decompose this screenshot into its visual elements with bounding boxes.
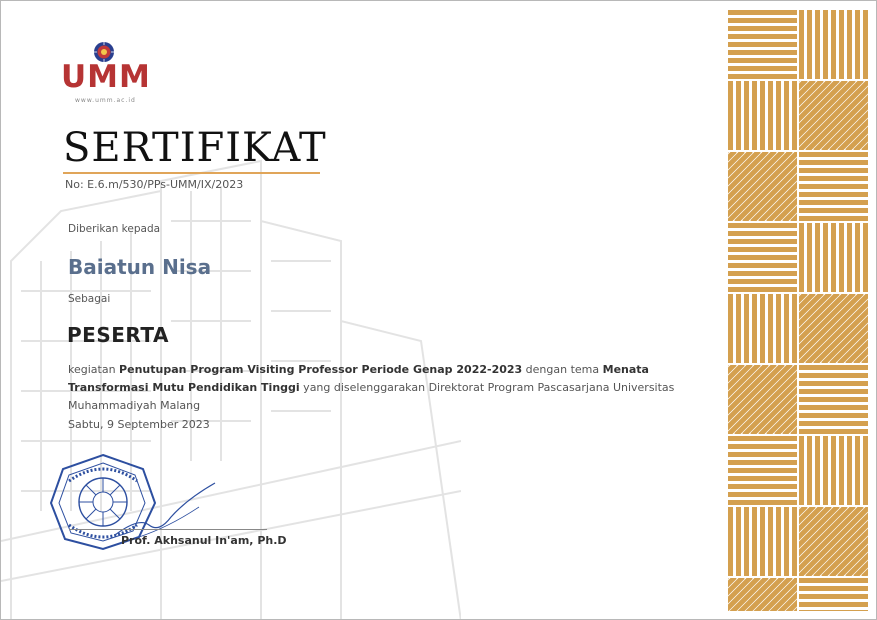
pattern-tile: [799, 436, 868, 505]
event-date: Sabtu, 9 September 2023: [68, 418, 210, 431]
pattern-tile: [799, 365, 868, 434]
pattern-tile: [799, 10, 868, 79]
pattern-tile: [728, 10, 797, 79]
pattern-tile: [799, 578, 868, 611]
given-to-label: Diberikan kepada: [68, 223, 161, 235]
signature-line: [69, 529, 267, 530]
event-theme: Menata Transformasi Mutu Pendidikan Tinggi: [68, 363, 649, 394]
pattern-tile: [799, 152, 868, 221]
event-description: [68, 361, 718, 415]
certificate-number: No: E.6.m/530/PPs-UMM/IX/2023: [65, 178, 244, 191]
signer-name: Prof. Akhsanul In'am, Ph.D: [121, 534, 287, 547]
pattern-tile: [728, 81, 797, 150]
title-underline: [63, 172, 320, 174]
certificate-title: SERTIFIKAT: [63, 125, 327, 171]
pattern-tile: [799, 223, 868, 292]
pattern-tile: [728, 436, 797, 505]
logo-text: UMM: [61, 59, 151, 95]
participant-role: PESERTA: [67, 323, 169, 347]
pattern-tile: [728, 507, 797, 576]
pattern-tile: [728, 223, 797, 292]
gold-geometric-pattern: [727, 9, 869, 611]
logo-url: www.umm.ac.id: [75, 97, 136, 104]
pattern-tile: [728, 294, 797, 363]
recipient-name: Baiatun Nisa: [68, 255, 212, 279]
description-theme-label: dengan tema: [522, 363, 603, 376]
description-organizer: yang diselenggarakan Direktorat Program Pascasarjana Universitas Muhammadiyah Malang: [68, 381, 675, 412]
umm-logo: [61, 41, 161, 107]
description-intro: kegiatan: [68, 363, 120, 376]
event-name: Penutupan Program Visiting Professor Periode Genap 2022-2023: [119, 363, 523, 376]
as-label: Sebagai: [68, 293, 111, 305]
